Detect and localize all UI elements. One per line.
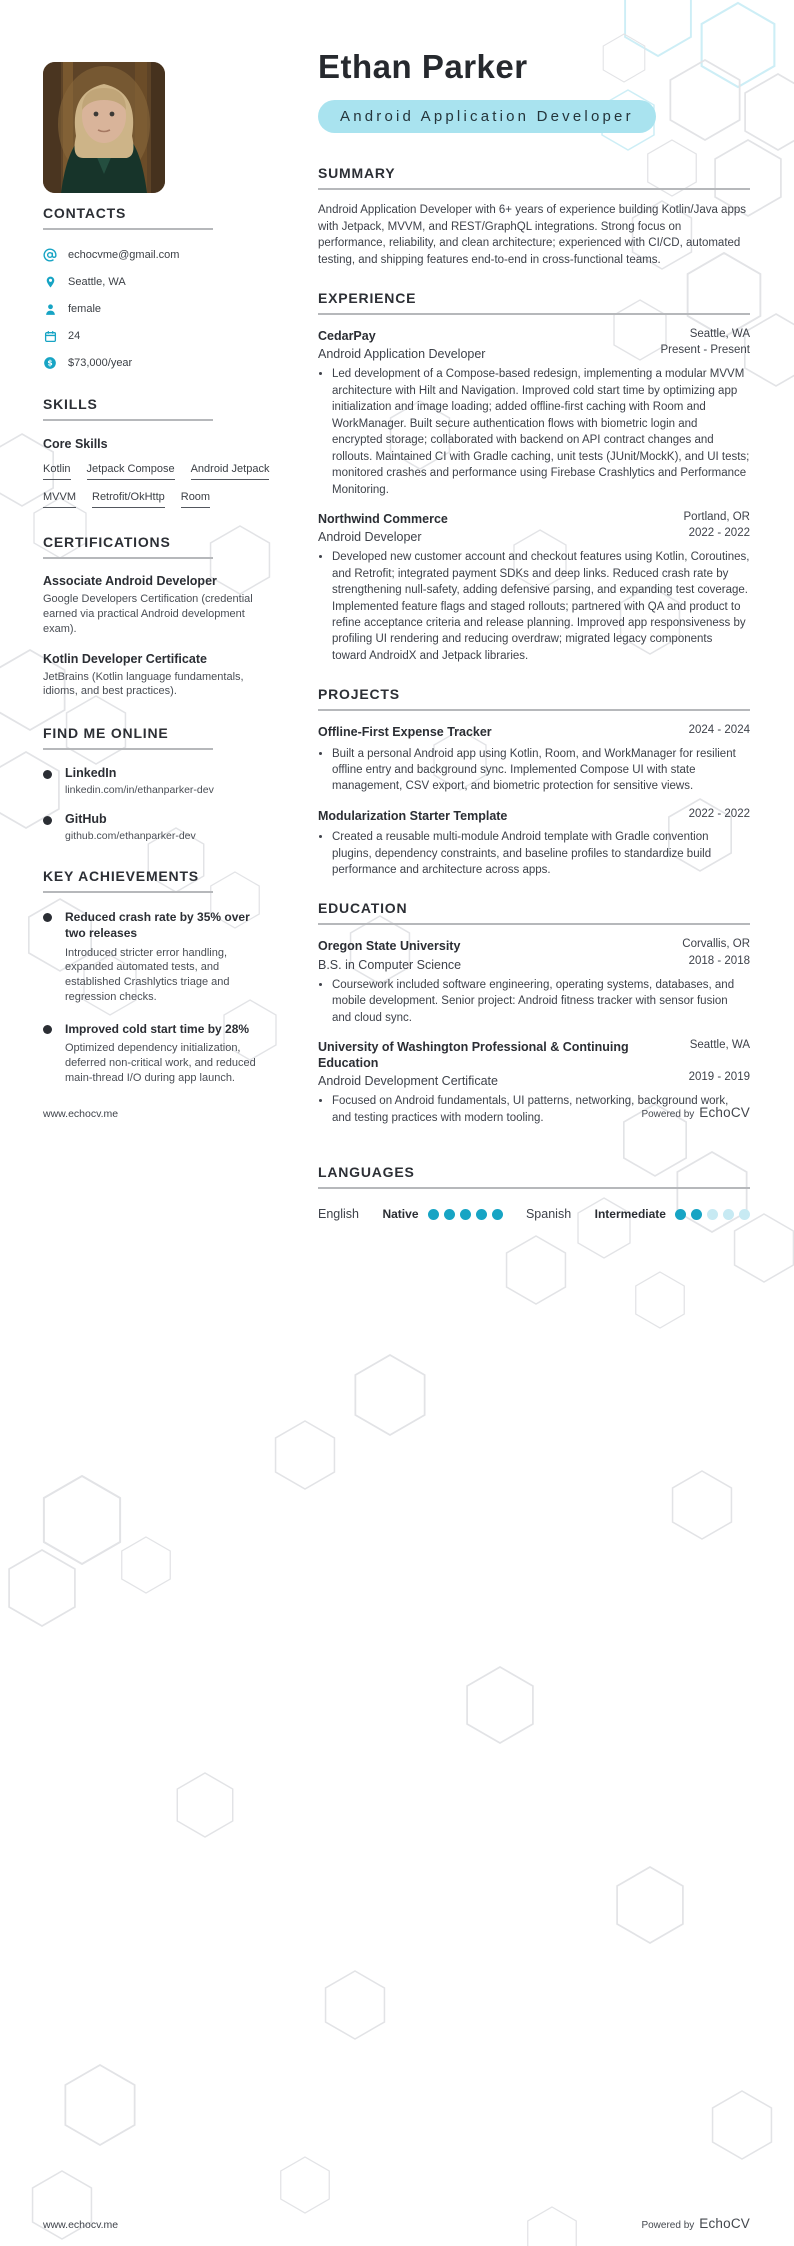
divider [43, 557, 213, 559]
echocv-brand-link[interactable]: EchoCV [699, 2216, 750, 2231]
page-title: Ethan Parker [318, 48, 528, 85]
linkedin-label: LinkedIn [65, 766, 117, 781]
skill-chip: Room [181, 491, 210, 508]
language-level-english [382, 1207, 502, 1221]
skills-chip-list [43, 463, 305, 508]
language-name: Spanish [525, 1207, 572, 1221]
job-dates: 2022 - 2022 [688, 527, 750, 540]
site-url-link[interactable]: www.echocv.me [43, 2219, 119, 2231]
company-location: Seattle, WA [689, 328, 750, 341]
achievement-desc: Introduced stricter error handling, expanded automated tests, and established Crashlytics triage and regression checks. [65, 946, 230, 1004]
education-dates: 2019 - 2019 [688, 1071, 750, 1084]
certification-item [43, 652, 295, 700]
powered-by-prefix: Powered by [641, 2220, 695, 2231]
contact-age [43, 329, 295, 343]
person-icon [43, 302, 57, 316]
certifications-heading: CERTIFICATIONS [43, 534, 171, 550]
project-bullet: • Created a reusable multi-module Android template with Gradle convention plugins, dependency constraints, and baseline profiles to standardize build performance and architecture across apps. [332, 829, 750, 878]
school-name: Oregon State University [318, 939, 461, 954]
education-bullet: • Coursework included software engineering, operating systems, databases, and mobile development. Senior project: Android fitness tracker with sensor fusion and cloud sync. [332, 977, 750, 1026]
language-level-spanish [595, 1207, 750, 1221]
divider [318, 188, 750, 190]
language-level-label: Intermediate [594, 1207, 666, 1221]
language-level-label: Native [382, 1207, 419, 1221]
achievement-desc: Optimized dependency initialization, deferred non-critical work, and reduced main-thread I/O during app launch. [65, 1042, 256, 1084]
education-dates: 2018 - 2018 [688, 954, 750, 967]
project-bullet: • Built a personal Android app using Kotlin, Room, and WorkManager for resilient offline entry and background sync. Implemented Compose UI with state management, CSV export, and biometric protection for sensitive views. [332, 746, 750, 795]
certification-item [43, 574, 295, 637]
education-entry [318, 938, 750, 1026]
contact-salary-text: $73,000/year [68, 357, 133, 369]
school-location: Seattle, WA [689, 1038, 750, 1051]
job-role: Android Application Developer [318, 347, 486, 362]
experience-entry [318, 328, 750, 498]
section-summary [318, 165, 750, 268]
projects-heading: PROJECTS [318, 686, 400, 703]
project-dates: 2024 - 2024 [688, 724, 750, 737]
contact-gender-text: female [68, 303, 102, 315]
language-name: English [318, 1207, 359, 1221]
key-achievements-heading: KEY ACHIEVEMENTS [43, 868, 199, 885]
education-bullet: • Focused on Android fundamentals, UI patterns, networking, background work, and testing practices with modern tooling. [332, 1093, 750, 1126]
experience-bullet: • Led development of a Compose-based redesign, implementing a modular MVVM architecture with Hilt and Navigation. Improved cold start time by optimizing app initialization and image loading; added offline-first caching with Room and WorkManager. Built secure authentication flows with biometric login and encrypted storage; collaborated with backend on API contract changes and rollouts. Maintained CI with Gradle caching, unit tests (JUnit/MockK), and UI tests; monitored crashes and performance using Firebase Crashlytics and Performance Monitoring. [332, 366, 750, 498]
contact-age-text: 24 [68, 330, 81, 342]
bullet-dot [43, 913, 52, 922]
language-proficiency-dots [675, 1209, 750, 1220]
achievement-title: Reduced crash rate by 35% over two releases [65, 910, 250, 941]
job-title-badge: Android Application Developer [318, 100, 656, 133]
github-label: GitHub [65, 812, 107, 827]
section-experience [318, 290, 750, 664]
degree-name: Android Development Certificate [318, 1074, 498, 1089]
bullet-dot [43, 816, 52, 825]
profile-photo [43, 62, 165, 193]
experience-bullet: • Developed new customer account and checkout features using Kotlin, Coroutines, and Retrofit; integrated payment SDKs and deep links. Reduced crash rate by strengthening null-safety, adding defensive parsing, and expanding test coverage. Implemented feature flags and staged rollouts; partnered with QA and product to refine acceptance criteria and release planning. Improved app responsiveness by profiling UI rendering and reducing overdraw; migrated legacy components toward AndroidX and Jetpack libraries. [332, 549, 750, 664]
page1-footer [43, 1105, 750, 1120]
section-find-me-online [43, 725, 295, 842]
divider [43, 748, 213, 750]
svg-text:$: $ [47, 358, 53, 368]
school-name: University of Washington Professional & Continuing Education [318, 1039, 629, 1071]
at-sign-icon [43, 248, 57, 262]
section-skills [43, 396, 295, 508]
calendar-icon [43, 329, 57, 343]
job-role: Android Developer [318, 530, 422, 545]
divider [318, 709, 750, 711]
contact-salary [43, 356, 295, 370]
github-url-link[interactable]: github.com/ethanparker-dev [65, 830, 196, 843]
divider [318, 923, 750, 925]
project-name: Modularization Starter Template [318, 808, 508, 823]
project-dates: 2022 - 2022 [688, 807, 750, 820]
divider [318, 313, 750, 315]
find-me-online-heading: FIND ME ONLINE [43, 725, 169, 742]
bullet-dot [43, 1025, 52, 1034]
contact-email [43, 248, 295, 262]
certification-title: Kotlin Developer Certificate [43, 651, 207, 666]
skill-chip: MVVM [43, 491, 76, 508]
section-key-achievements [43, 868, 295, 1085]
section-languages [318, 1164, 750, 1221]
dollar-circle-icon [43, 356, 57, 370]
certification-desc: JetBrains (Kotlin language fundamentals, idioms, and best practices). [43, 670, 244, 698]
divider [43, 228, 213, 230]
bullet-dot [43, 770, 52, 779]
page2-footer [43, 2216, 750, 2231]
site-url-link[interactable]: www.echocv.me [43, 1108, 119, 1120]
skill-chip: Android Jetpack [191, 463, 270, 480]
section-projects [318, 686, 750, 878]
echocv-brand-link[interactable]: EchoCV [699, 1105, 750, 1120]
skills-heading: SKILLS [43, 396, 98, 412]
school-location: Corvallis, OR [682, 938, 750, 951]
online-profile-linkedin [43, 766, 295, 796]
project-entry [318, 808, 750, 879]
project-entry [318, 724, 750, 795]
section-contacts [43, 205, 295, 370]
achievement-item [43, 909, 295, 1005]
skill-chip: Kotlin [43, 463, 71, 480]
achievement-item [43, 1021, 295, 1086]
degree-name: B.S. in Computer Science [318, 957, 462, 972]
section-education [318, 900, 750, 1126]
achievement-title: Improved cold start time by 28% [65, 1021, 250, 1036]
education-heading: EDUCATION [318, 900, 408, 917]
contact-location-text: Seattle, WA [68, 276, 126, 288]
divider [43, 891, 213, 893]
summary-text: Android Application Developer with 6+ years of experience building Kotlin/Java apps with Jetpack, MVVM, and REST/GraphQL integrations. Strong focus on performance, reliability, and clean architecture; experienced with CI/CD, automated testing, and shipping features end-to-end in cross-functional teams. [318, 204, 746, 266]
job-dates: Present - Present [660, 344, 750, 357]
powered-by-prefix: Powered by [641, 1109, 695, 1120]
powered-by [641, 2216, 750, 2231]
experience-heading: EXPERIENCE [318, 290, 417, 307]
contact-gender [43, 302, 295, 316]
divider [43, 419, 213, 421]
experience-entry [318, 511, 750, 664]
summary-heading: SUMMARY [318, 165, 396, 181]
skill-chip: Retrofit/OkHttp [92, 491, 165, 508]
company-location: Portland, OR [683, 510, 750, 523]
skills-group-label: Core Skills [43, 437, 108, 451]
languages-heading: LANGUAGES [318, 1164, 415, 1180]
company-name: CedarPay [318, 329, 376, 344]
section-certifications [43, 534, 295, 699]
project-name: Offline-First Expense Tracker [318, 725, 492, 740]
certification-title: Associate Android Developer [43, 574, 217, 588]
location-pin-icon [43, 275, 57, 289]
contact-email-text: echocvme@gmail.com [68, 249, 180, 261]
skill-chip: Jetpack Compose [87, 463, 175, 480]
powered-by [641, 1105, 750, 1120]
divider [318, 1187, 750, 1189]
linkedin-url-link[interactable]: linkedin.com/in/ethanparker-dev [65, 784, 214, 797]
contacts-heading: CONTACTS [43, 205, 127, 221]
contact-location [43, 275, 295, 289]
online-profile-github [43, 812, 295, 842]
language-proficiency-dots [428, 1209, 503, 1220]
certification-desc: Google Developers Certification (credential earned via practical Android development exam). [43, 593, 253, 635]
company-name: Northwind Commerce [318, 511, 448, 526]
